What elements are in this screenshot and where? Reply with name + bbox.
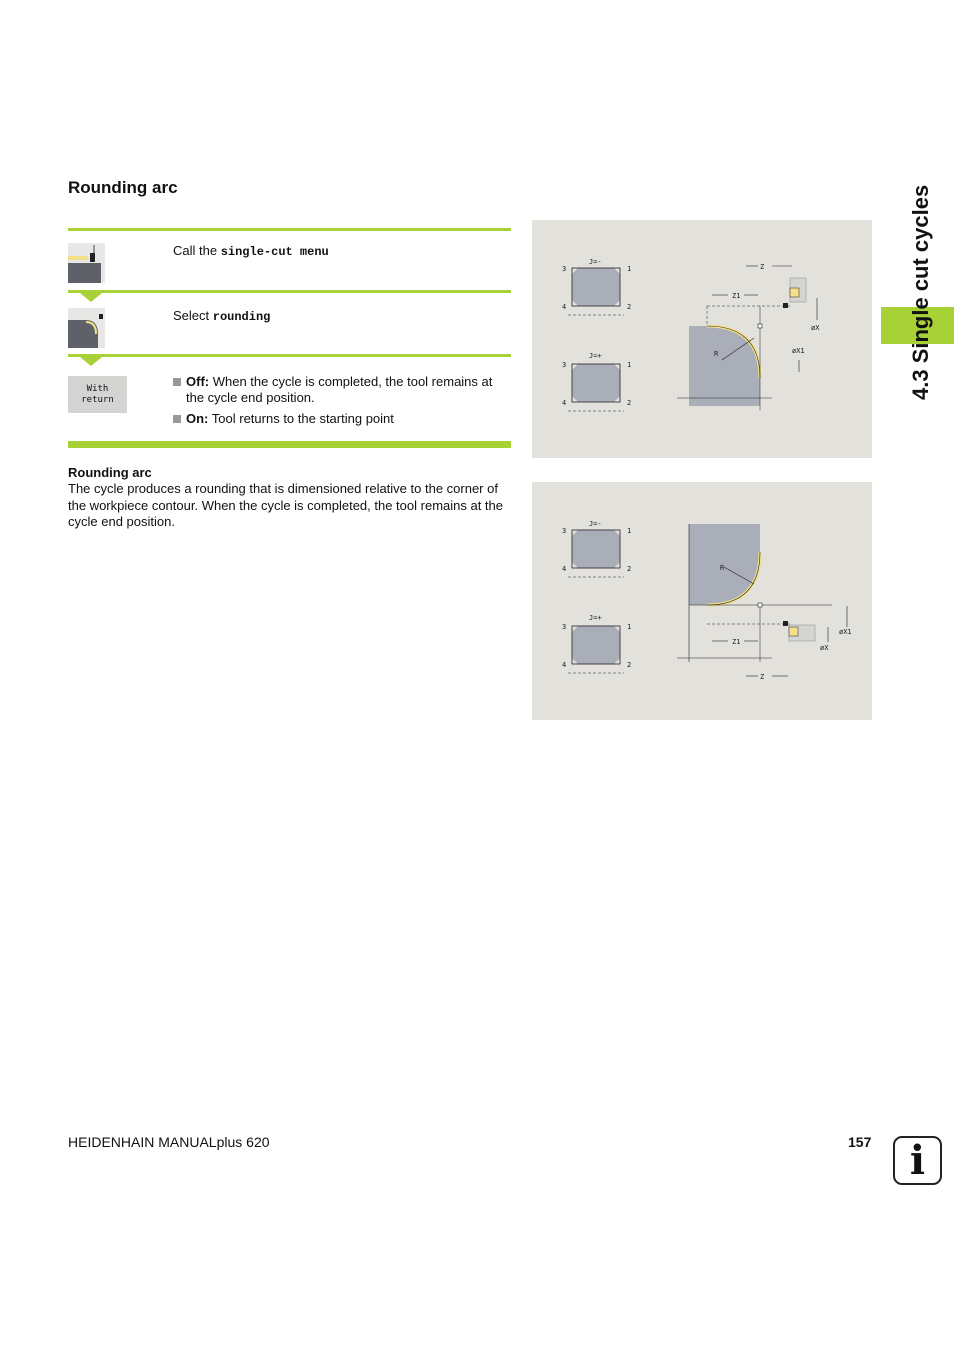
corner-diagram-j-minus: [562, 520, 631, 577]
softkey-line: return: [81, 394, 114, 405]
page-number: 157: [848, 1134, 872, 1150]
svg-text:øX1: øX1: [839, 628, 852, 636]
step-call-menu: Call the single-cut menu: [173, 243, 329, 259]
divider: [68, 228, 511, 231]
divider: [68, 441, 511, 448]
divider: [68, 354, 511, 357]
svg-text:J=+: J=+: [589, 614, 602, 622]
arrow-down-icon: [80, 357, 102, 366]
svg-text:J=+: J=+: [589, 352, 602, 360]
svg-text:4: 4: [562, 661, 567, 669]
svg-text:R: R: [714, 350, 719, 358]
softkey-line: With: [86, 383, 109, 394]
info-icon: i: [893, 1136, 942, 1185]
single-cut-menu-icon: [68, 243, 105, 283]
section-title: Rounding arc: [68, 178, 178, 197]
svg-text:Z1: Z1: [732, 292, 741, 300]
with-return-softkey[interactable]: [68, 376, 127, 413]
workpiece-drawing: [677, 524, 852, 681]
svg-text:R: R: [720, 564, 725, 572]
svg-text:3: 3: [562, 527, 567, 535]
svg-text:3: 3: [562, 623, 567, 631]
chapter-title: 4.3 Single cut cycles: [908, 184, 933, 400]
svg-text:4: 4: [562, 303, 567, 311]
body-heading: Rounding arc: [68, 465, 152, 480]
figure-rounding-external: [532, 220, 872, 458]
rounding-icon: [68, 308, 105, 348]
svg-text:2: 2: [627, 661, 632, 669]
divider: [68, 290, 511, 293]
footer-product: HEIDENHAIN MANUALplus 620: [68, 1134, 270, 1150]
svg-text:øX: øX: [820, 644, 829, 652]
svg-text:3: 3: [562, 265, 567, 273]
svg-text:2: 2: [627, 565, 632, 573]
svg-text:4: 4: [562, 565, 567, 573]
svg-text:3: 3: [562, 361, 567, 369]
svg-text:J=-: J=-: [589, 520, 602, 528]
svg-text:Z: Z: [760, 263, 765, 271]
body-text: The cycle produces a rounding that is dimensioned relative to the corner of the workpiece contour. When the cycle is completed, the tool remains at the cycle end position.: [68, 481, 504, 529]
corner-diagram-j-plus: [562, 352, 631, 411]
svg-text:øX1: øX1: [792, 347, 805, 355]
figure-rounding-internal: [532, 482, 872, 720]
svg-text:2: 2: [627, 303, 632, 311]
svg-text:2: 2: [627, 399, 632, 407]
svg-text:øX: øX: [811, 324, 820, 332]
option-off: Off: When the cycle is completed, the tool remains at the cycle end position.: [173, 374, 513, 406]
arrow-down-icon: [80, 293, 102, 302]
svg-text:1: 1: [627, 265, 632, 273]
corner-diagram-j-plus: [562, 614, 631, 673]
svg-text:J=-: J=-: [589, 258, 602, 266]
svg-text:Z: Z: [760, 673, 765, 681]
workpiece-drawing: [677, 263, 820, 410]
svg-text:Z1: Z1: [732, 638, 741, 646]
svg-text:1: 1: [627, 361, 632, 369]
svg-text:1: 1: [627, 623, 632, 631]
svg-text:4: 4: [562, 399, 567, 407]
option-on: On: Tool returns to the starting point: [173, 411, 513, 427]
svg-text:1: 1: [627, 527, 632, 535]
step-select-rounding: Select rounding: [173, 308, 271, 324]
corner-diagram-j-minus: [562, 258, 631, 315]
